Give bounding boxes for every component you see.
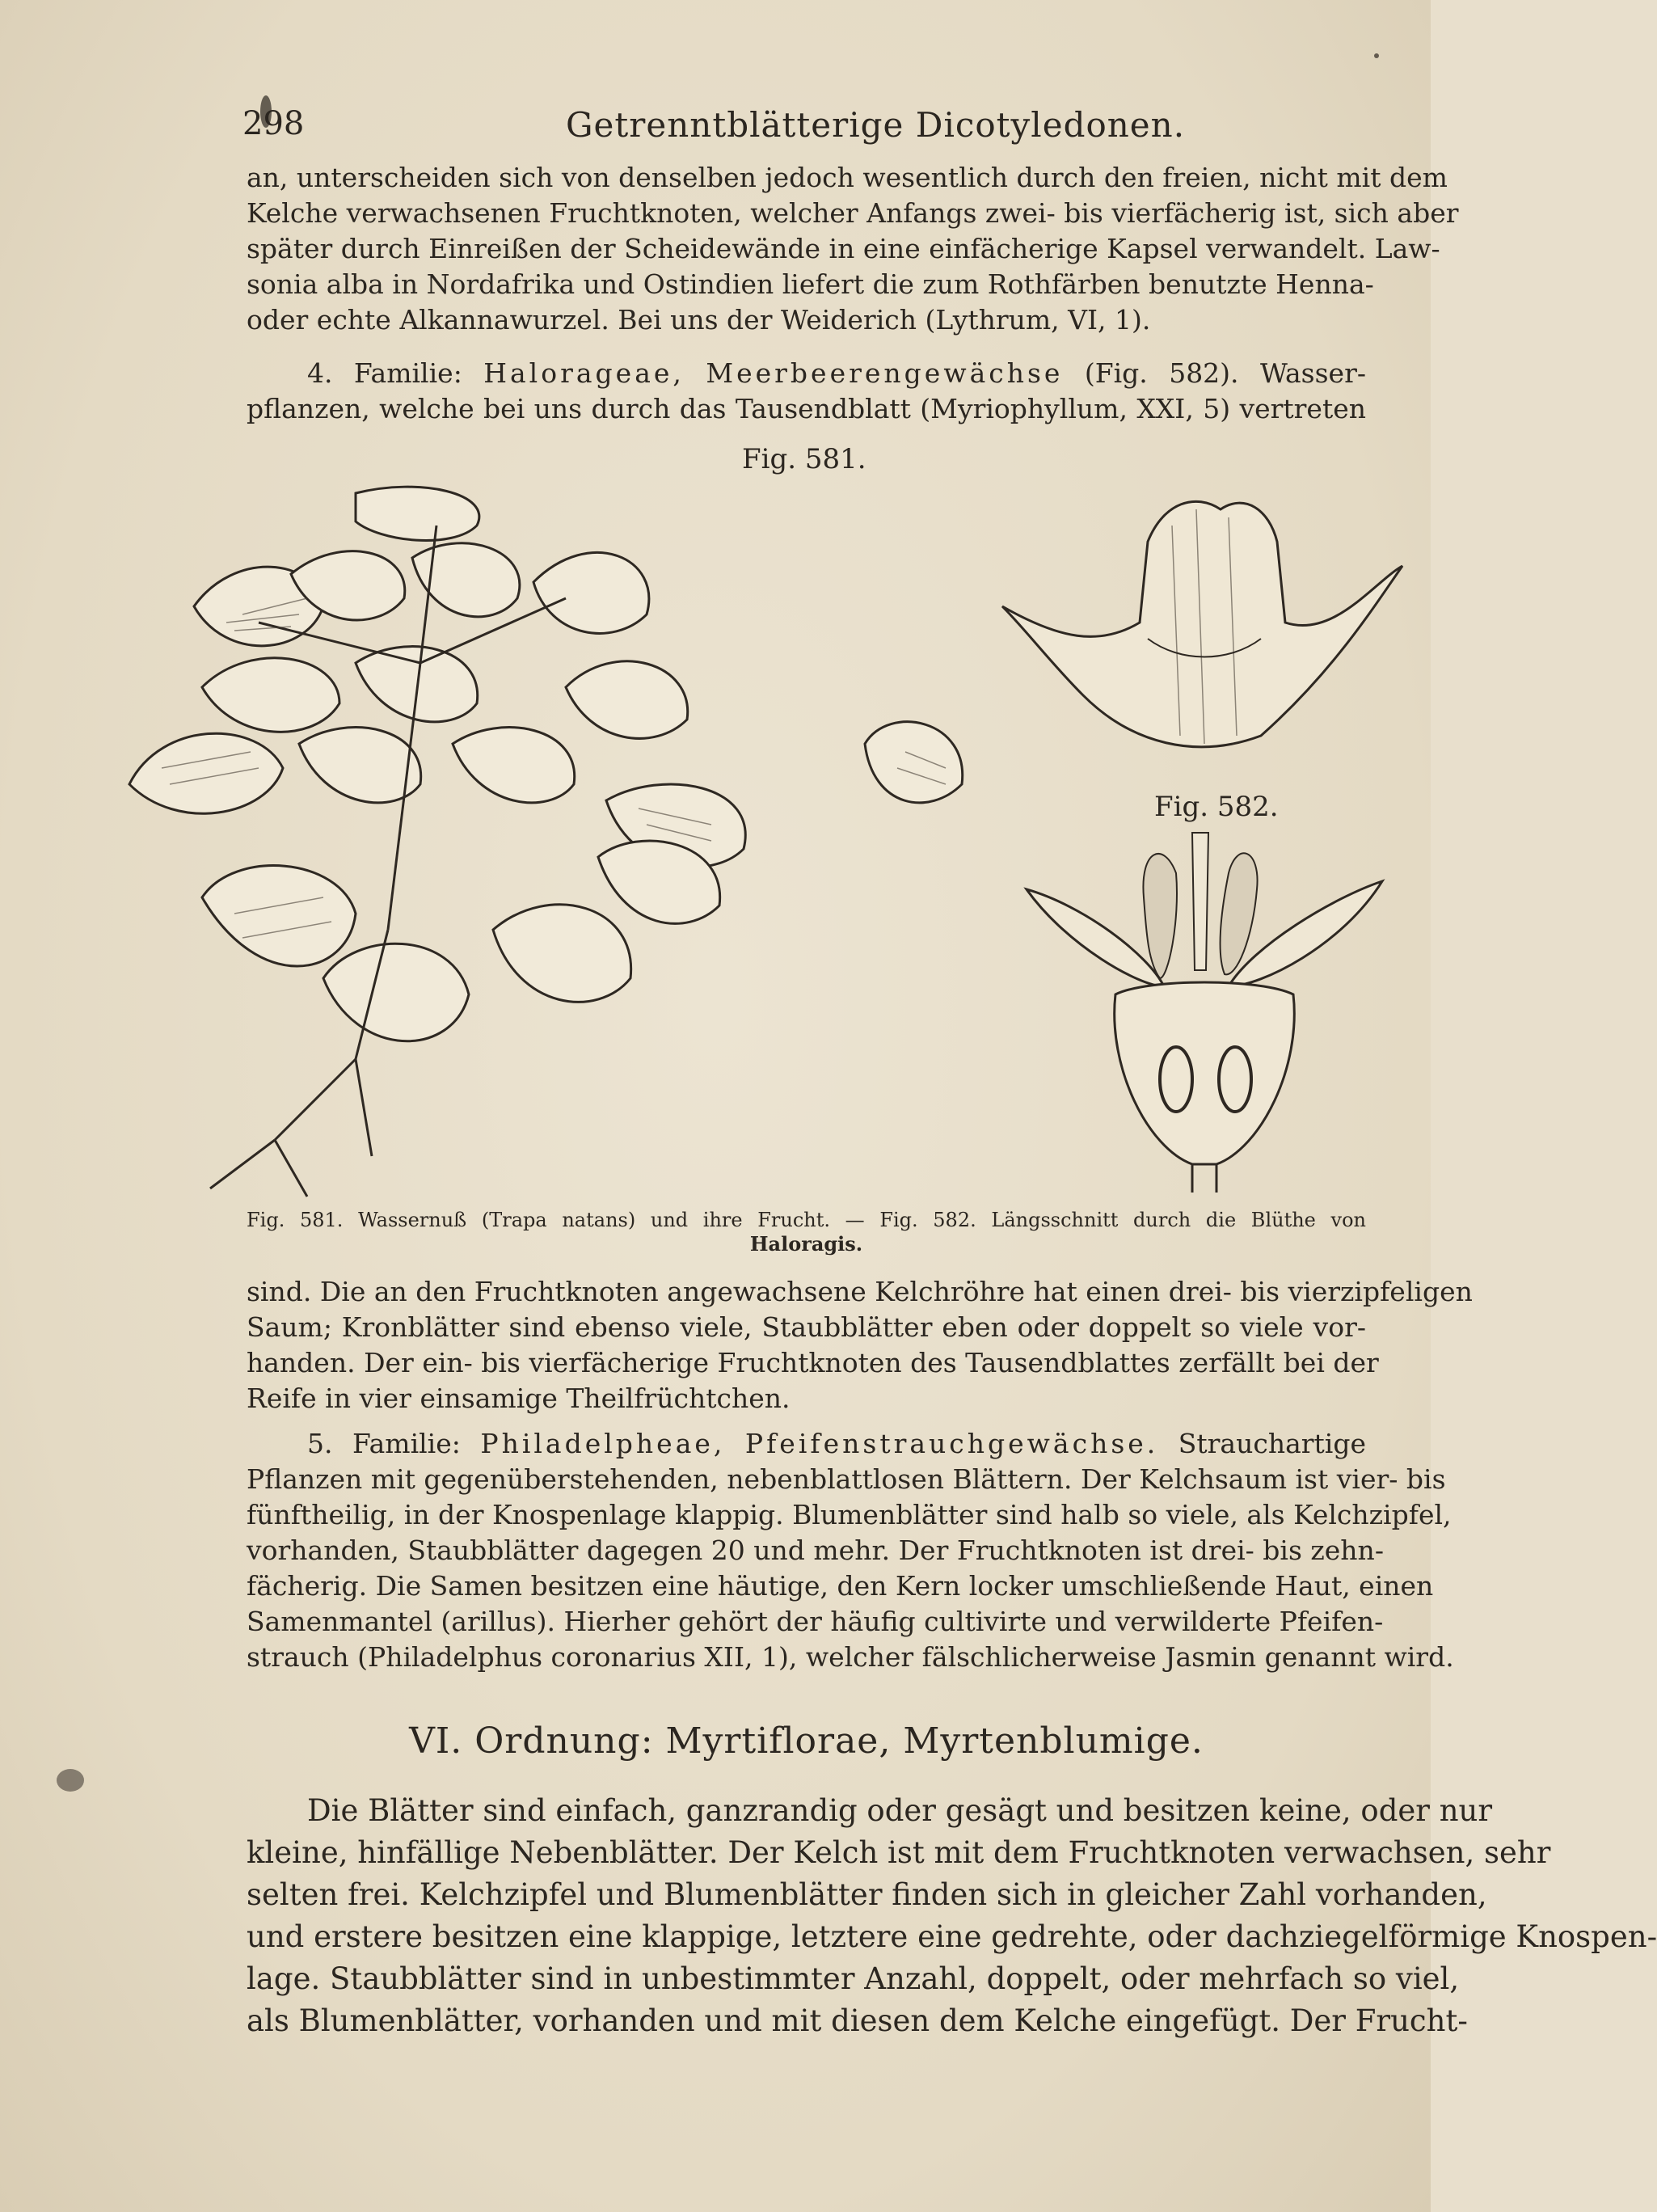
family-4-paragraph [247, 356, 1366, 427]
figure-caption [247, 1208, 1366, 1256]
text-line: später durch Einreißen der Scheidewände in eine einfächerige Kapsel verwandelt. Law- [247, 233, 1440, 264]
text-line: fünftheilig, in der Knospenlage klappig. Blumenblätter sind halb so viele, als Kelchzipfel, [247, 1499, 1452, 1530]
running-head: Getrenntblätterige Dicotyledonen. [566, 105, 1186, 145]
text-line: Reife in vier einsamige Theilfrüchtchen. [247, 1382, 791, 1414]
ink-stain [1374, 53, 1379, 58]
text-line: kleine, hinfällige Nebenblätter. Der Kelch ist mit dem Fruchtknoten verwachsen, sehr [247, 1835, 1551, 1870]
family-4-continuation-paragraph [247, 1274, 1473, 1416]
section-paragraph [247, 1790, 1657, 2042]
family-4-name: Halorageae, [483, 357, 685, 389]
family-5-name: Philadelpheae, [480, 1428, 726, 1459]
text-line: als Blumenblätter, vorhanden und mit diesen dem Kelche eingefügt. Der Frucht- [247, 2003, 1468, 2038]
figure-581-label: Fig. 581. [742, 443, 866, 475]
text-line: lage. Staubblätter sind in unbestimmter Anzahl, doppelt, oder mehrfach so viel, [247, 1961, 1460, 1996]
figure-582-flower-section-illustration [1018, 825, 1390, 1197]
family-5-label: 5. Familie: [307, 1428, 461, 1459]
text-line: Kelche verwachsenen Fruchtknoten, welcher Anfangs zwei- bis vierfächerig ist, sich aber [247, 197, 1459, 229]
family-4-german-name: Meerbeerengewächse [706, 357, 1064, 389]
text-line: Pflanzen mit gegenüberstehenden, nebenblattlosen Blättern. Der Kelchsaum ist vier- bis [247, 1463, 1446, 1495]
text-line: sind. Die an den Fruchtknoten angewachsene Kelchröhre hat einen drei- bis vierzipfeligen [247, 1276, 1473, 1307]
text-line: Saum; Kronblätter sind ebenso viele, Staubblätter eben oder doppelt so viele vor- [247, 1311, 1366, 1343]
family-4-first-line [247, 356, 1366, 391]
caption-line: Fig. 581. Wassernuß (Trapa natans) und ihre Frucht. — Fig. 582. Längsschnitt durch die Blüthe von [247, 1209, 1366, 1231]
family-5-first-line [247, 1426, 1366, 1462]
text-line: Samenmantel (arillus). Hierher gehört der häufig cultivirte und verwilderte Pfeifen- [247, 1606, 1384, 1637]
intro-paragraph [247, 160, 1459, 338]
text-line: selten frei. Kelchzipfel und Blumenblätter finden sich in gleicher Zahl vorhanden, [247, 1877, 1487, 1912]
family-5-rest: Strauchartige [1178, 1428, 1366, 1459]
caption-line-continuation: Haloragis. [749, 1232, 863, 1256]
text-line: handen. Der ein- bis vierfächerige Fruchtknoten des Tausendblattes zerfällt bei der [247, 1347, 1379, 1378]
section-heading: VI. Ordnung: Myrtiflorae, Myrtenblumige. [409, 1720, 1204, 1762]
family-4-label: 4. Familie: [307, 357, 462, 389]
figure-581-trapa-plant-illustration [113, 477, 1018, 1205]
text-line: vorhanden, Staubblätter dagegen 20 und mehr. Der Fruchtknoten ist drei- bis zehn- [247, 1534, 1384, 1566]
text-line: strauch (Philadelphus coronarius XII, 1), welcher fälschlicherweise Jasmin genannt wird. [247, 1641, 1454, 1673]
text-line: und erstere besitzen eine klappige, letztere eine gedrehte, oder dachziegelförmige Knospen- [247, 1919, 1657, 1954]
ink-stain [57, 1769, 84, 1792]
family-5-paragraph [247, 1426, 1454, 1675]
page-number: 298 [242, 105, 305, 142]
page-header [242, 105, 1374, 154]
figure-582-fruit-illustration [954, 477, 1406, 768]
text-line: pflanzen, welche bei uns durch das Tausendblatt (Myriophyllum, XXI, 5) vertreten [247, 393, 1366, 424]
text-line: fächerig. Die Samen besitzen eine häutige, den Kern locker umschließende Haut, einen [247, 1570, 1434, 1602]
text-line: an, unterscheiden sich von denselben jedoch wesentlich durch den freien, nicht mit dem [247, 162, 1448, 193]
text-line: Die Blätter sind einfach, ganzrandig oder gesägt und besitzen keine, oder nur [307, 1793, 1493, 1828]
figure-582-label: Fig. 582. [1154, 791, 1279, 823]
family-4-rest: (Fig. 582). Wasser- [1084, 357, 1366, 389]
text-line: oder echte Alkannawurzel. Bei uns der Weiderich (Lythrum, VI, 1). [247, 304, 1151, 336]
family-5-german-name: Pfeifenstrauchgewächse. [744, 1428, 1159, 1459]
text-line: sonia alba in Nordafrika und Ostindien liefert die zum Rothfärben benutzte Henna- [247, 268, 1374, 300]
